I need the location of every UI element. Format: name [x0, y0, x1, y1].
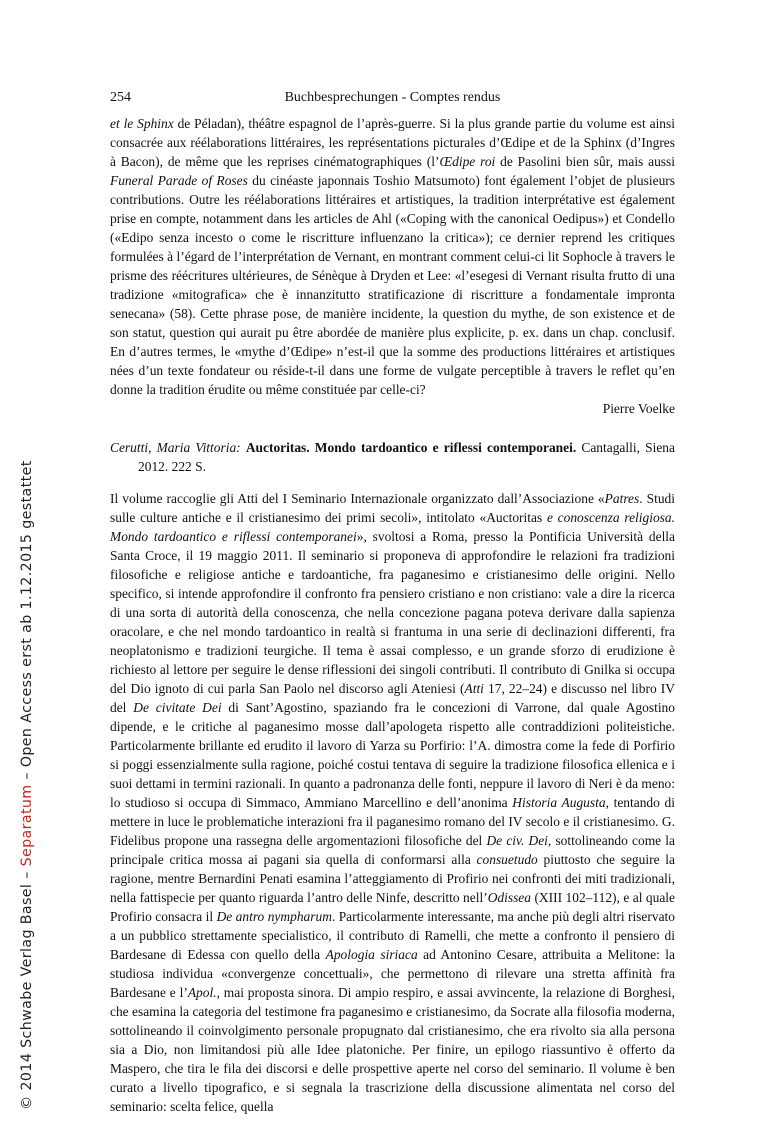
review2-italic-1: Patres — [604, 491, 640, 507]
review2-italic-8: Odissea — [487, 890, 531, 906]
review2-text-5: di Sant’Agostino, spaziando fra le concezioni di Varrone, dal quale Agostino dipende, e le critiche al paganesimo mosse dall’apologeta rispetto alle contraddizioni politeistiche. Particolarmente brillante ed erudito il lavoro di Yarza su Porfirio: l’A. dimostra come la fede di Porfirio si poggi essenzialmente sulla ragione, poiché costui tentava di seguire la tradizione filosofica ellenica e i suoi dettami in termini razionali. In quanto a padronanza delle fonti, neppure il lavoro di Neri è da meno: lo studioso si occupa di Simmaco, Ammiano Marcellino e dell’anonima — [110, 700, 675, 811]
review2-text-12: , mai proposta sinora. Di ampio respiro, e assai avvincente, la relazione di Borghesi, che esamina la categoria del testimone fra paganesimo e cristianesimo, da Socrate alla filosofia moderna, sottolineando il coinvolgimento personale propugnato dal cristianesimo, che era rivolto sia alla persona sia a Dio, non limitandosi più alle Idee platoniche. Per finire, un epilogo riassuntivo è offerto da Maspero, che tira le fila dei discorsi e delle prospettive aperte nel corso del seminario. Il volume è ben curato a livello tipografico, e si segnala la trascrizione della discussione alimentata nel corso del seminario: scelta felice, quella — [110, 985, 675, 1115]
running-head: Buchbesprechungen - Comptes rendus — [284, 90, 501, 105]
review1-signature: Pierre Voelke — [602, 401, 675, 416]
review2-italic-9: De antro nympharum — [216, 909, 332, 925]
review2-text-3: », svoltosi a Roma, presso la Pontificia Università della Santa Croce, il 19 maggio 2011. Il seminario si proponeva di approfondire le relazioni fra tradizioni filosofiche e religiose antiche e tardoantiche, fra paganesimo e cristianesimo delle origini. Nello specifico, si intende approfondire il confronto fra pensiero cristiano e non cristiano: vale a dire la ricerca di una sorta di autorità della conoscenza, che nella concezione pagana poteva derivare dalla sapienza oracolare, e che nel mondo tardoantico in realtà si frantuma in una serie di declinazioni differenti, fra neoplatonismo e tradizioni teurgiche. Il tema è assai complesso, e un grande sforzo di erudizione è richiesto al lettore per seguire le dense riflessioni dei singoli contributi. Il contributo di Gnilka si occupa del Dio ignoto di cui parla San Paolo nel discorso agli Ateniesi ( — [110, 529, 676, 697]
page-number: 254 — [110, 90, 131, 105]
citation-publisher: Cantagalli, Siena 2012. 222 S. — [138, 440, 675, 474]
review1-paragraph — [110, 114, 675, 399]
review2-italic-2: e conoscenza religiosa. Mondo tardoantico e riflessi contemporanei — [110, 510, 675, 545]
side-note-accent: Separatum — [19, 784, 35, 867]
review2-paragraph — [110, 489, 675, 1116]
review2-text-6: , tentando di mettere in luce le problematiche interazioni fra il paganesimo romano del IV secolo e il cristianesimo. G. Fidelibus propone una rassegna delle argomentazioni filosofiche del — [110, 795, 675, 849]
review2-text-2: . Studi sulle culture antiche e il cristianesimo dei primi secoli», intitolato «Auctoritas — [110, 491, 676, 526]
review2-italic-3: Atti — [464, 681, 484, 697]
review2-italic-7: consuetudo — [476, 852, 538, 868]
review2-text-10: . Particolarmente interessante, ma anche più degli altri riservato a un pubblico strettamente specialistico, il contributo di Ramelli, che mette a confronto il pensiero di Bardesane di Edessa con quello della — [110, 909, 675, 963]
review1-italic-1: et le Sphinx — [110, 116, 174, 131]
review1-italic-2: Œdipe roi — [439, 154, 496, 169]
review2-italic-11: Apol. — [187, 985, 217, 1001]
review2-text-9: (XIII 102–112), e al quale Profirio consacra il — [110, 890, 675, 925]
review2-text-4: 17, 22–24) e discusso nel libro IV del — [110, 681, 675, 716]
review2-text-8: piuttosto che seguire la ragione, mentre Bernardini Penati esamina l’atteggiamento di Profirio nei confronti dei miti tradizionali, nella fattispecie per quanto riguarda l’antro delle Ninfe, descritto nell’ — [110, 852, 675, 906]
review1-text-3: du cinéaste japonnais Toshio Matsumoto) font également l’objet de plusieurs contributions. Outre les réélaborations littéraires et artistiques, la tradition interprétative est également prise en compte, notamment dans les articles de Ahl («Coping with the canonical Oedipus») et Condello («Edipo senza incesto o come le riscritture influenzano la critica»); ce dernier reprend les critiques formulées à l’égard de l’interprétation de Vernant, en montrant comment celui-ci lit Sophocle à travers le prisme des réécritures ultérieures, de Sénèque à Dryden et Lee: «l’esegesi di Vernant risulta frutto di una tradizione «mitografica» che è innanzitutto stratificazione di riscritture a fondamentale impronta senecana» (58). Cette phrase pose, de manière incidente, la question du mythe, de son existence et de son statut, question qui aurait pu être abordée de manière plus explicite, p. ex. dans un chap. conclusif. En d’autres termes, le «mythe d’Œdipe» n’est-il que la somme des productions littéraires et artistiques nées d’un texte fondateur ou réside-t-il dans une forme de vulgate perceptible à travers le reflet qu’en donne la tradition érudite ou même constituée par celle-ci? — [110, 173, 675, 397]
review2-italic-10: Apologia siriaca — [325, 947, 418, 963]
side-note-text-2: – Open Access erst ab 1.12.2015 gestattet — [19, 460, 35, 785]
review1-text-2: de Pasolini bien sûr, mais aussi — [495, 154, 675, 169]
review2-text-7: , sottolineando come la principale critica mossa ai pagani sia quella di conformarsi alla — [110, 833, 676, 868]
citation-author: Cerutti, Maria Vittoria: — [110, 440, 241, 455]
review2-citation — [110, 438, 675, 476]
citation-title: Auctoritas. Mondo tardoantico e riflessi contemporanei. — [245, 440, 577, 455]
side-note-text-1: © 2014 Schwabe Verlag Basel – — [19, 866, 35, 1110]
review2-italic-6: De civ. Dei — [486, 833, 548, 849]
review2-italic-5: Historia Augusta — [512, 795, 606, 811]
page-header — [110, 88, 675, 108]
review1-text-1: de Péladan), théâtre espagnol de l’après-guerre. Si la plus grande partie du volume est ainsi consacrée aux réélaborations littéraires, les représentations picturales d’Œdipe et de la Sphinx (d’Ingres à Bacon), de même que les reprises cinématographiques (l’ — [110, 116, 675, 169]
review2-text-11: ad Antonino Cesare, attribuita a Melitone: la studiosa individua «convergenze concettuali», che permettono di rilevare una stretta affinità fra Bardesane e l’ — [110, 947, 675, 1001]
review2-text-1: Il volume raccoglie gli Atti del I Seminario Internazionale organizzato dall’Associazione « — [110, 491, 605, 507]
copyright-side-note — [18, 110, 36, 1110]
page — [110, 88, 675, 1116]
review2-italic-4: De civitate Dei — [133, 700, 222, 716]
review1-italic-3: Funeral Parade of Roses — [110, 173, 248, 188]
